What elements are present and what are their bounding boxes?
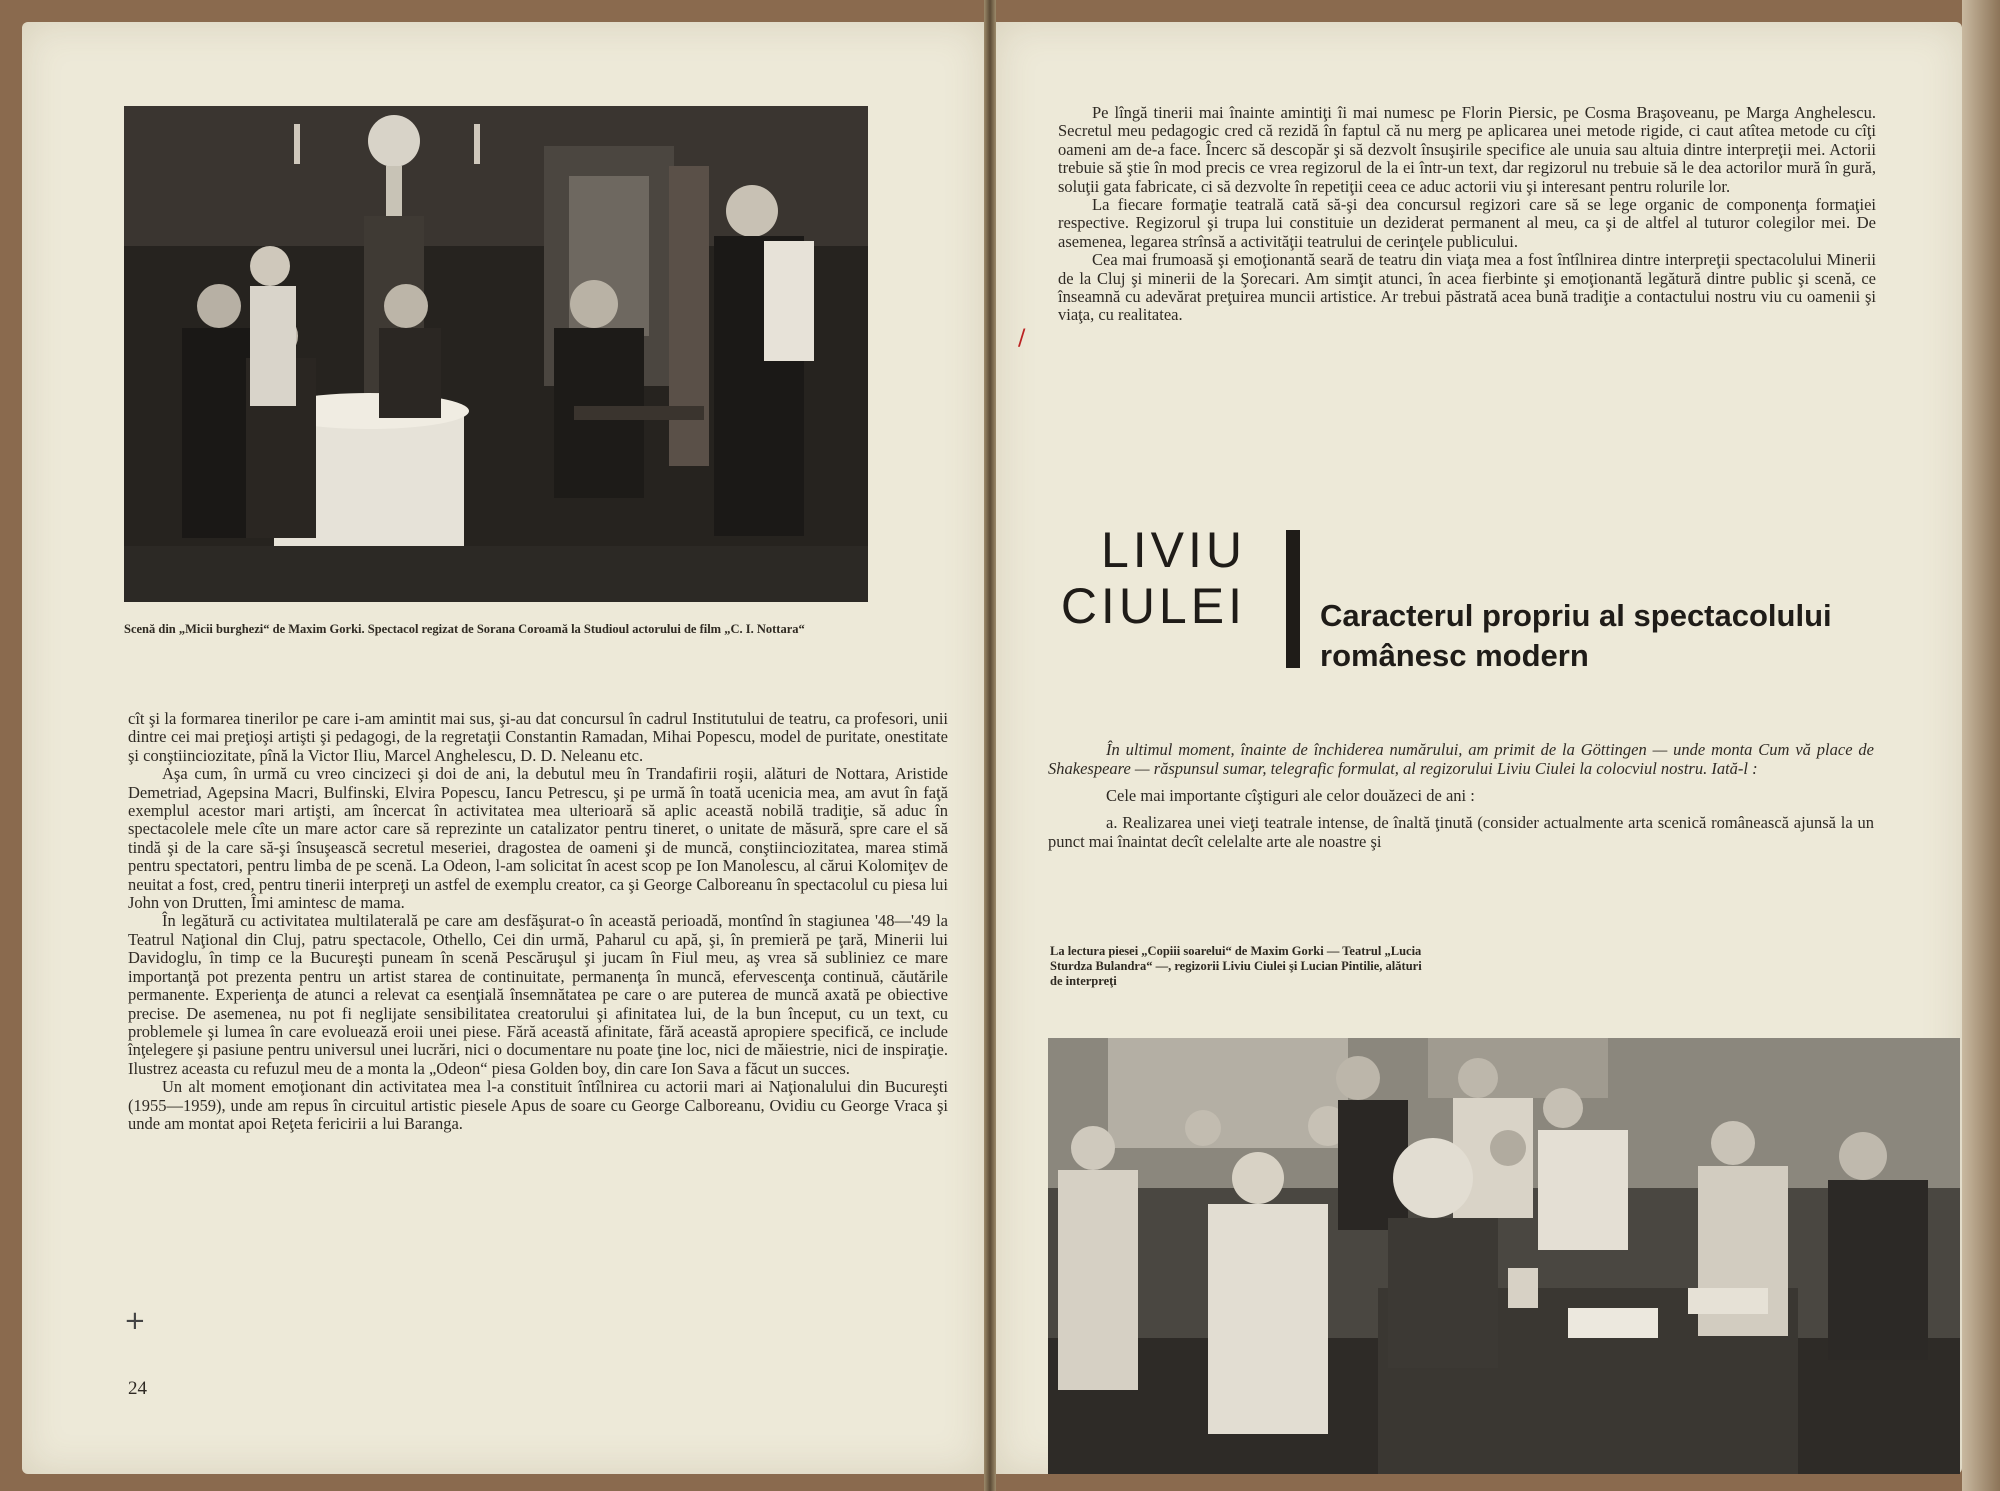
reading-photo-caption: La lectura piesei „Copiii soarelui“ de Maxim Gorki — Teatrul „Lucia Sturdza Bulandra“ —, regizorii Liviu Ciulei şi Lucian Pintilie, alături de interpreţi (1050, 944, 1422, 988)
intro-paragraph: Cele mai importante cîştiguri ale celor douăzeci de ani : (1106, 786, 1475, 805)
author-first-name: LIVIU (1100, 522, 1246, 578)
book-edge (1962, 0, 2000, 1491)
article-headline: Caracterul propriu al spectacolului românesc modern (1320, 598, 1832, 673)
book-spine (984, 0, 996, 1491)
title-divider (1286, 530, 1300, 668)
left-paragraph: cît şi la formarea tinerilor pe care i-am amintit mai sus, şi-au dat concursul în cadrul Institutului de teatru, ca profesori, unii dintre cei mai preţioşi artişti şi pedagogi, de la regretaţii Constantin Ramadan, Mihai Popescu, model de puritate, onestitate şi conştiinciozitate, pînă la Victor Iliu, Marcel Anghelescu, D. D. Neleanu etc. (128, 709, 948, 765)
intro-paragraph: a. Realizarea unei vieţi teatrale intense, de înaltă ţinută (consider actualmente arta scenică românească ajunsă la un punct mai înaintat decît celelalte arte ale noastre şi (1048, 813, 1874, 851)
left-paragraph: Un alt moment emoţionant din activitatea mea l-a constituit întîlnirea cu actorii mari ai Naţionalului din Bucureşti (1955—1959), unde am repus în circuitul artistic piesele Apus de soare cu George Calboreanu, Ovidiu cu George Vraca şi unde am montat apoi Reţeta fericirii a lui Baranga. (128, 1077, 948, 1133)
stage-photo-caption: Scenă din „Micii burghezi“ de Maxim Gorki. Spectacol regizat de Sorana Coroamă la Studioul actorului de film „C. I. Nottara“ (124, 622, 805, 636)
right-paragraph: La fiecare formaţie teatrală cată să-şi dea concursul regizori care să se lege organic de componenţa formaţiei respective. Regizorul şi trupa lui constituie un deziderat permanent al meu, ca şi de altfel al tuturor colegilor mei. De asemenea, legarea strînsă a activităţii teatrului de cerinţele publicului. (1058, 195, 1876, 251)
reading-session-photo (1048, 1038, 1960, 1474)
left-body-text (128, 710, 948, 1133)
margin-cross-mark: + (124, 1306, 146, 1336)
article-intro (1048, 740, 1874, 859)
intro-italic-paragraph: În ultimul moment, înainte de închiderea numărului, am primit de la Göttingen — unde monta Cum vă place de Shakespeare — răspunsul sumar, telegrafic formulat, al regizorului Liviu Ciulei la colocviul nostru. Iată-l : (1048, 740, 1874, 778)
margin-check-mark: / (1018, 326, 1026, 351)
left-paragraph: Aşa cum, în urmă cu vreo cincizeci şi doi de ani, la debutul meu în Trandafirii roşii, alături de Nottara, Aristide Demetriad, Agepsina Macri, Bulfinski, Elvira Popescu, Iancu Petrescu, şi pe urmă în toată ucenicia mea, am avut în faţă exemplul acestor mari artişti, am încercat în activitatea mea ulterioară să aplic această nobilă tradiţie, să aduc în spectacolele mele cîte un mare actor care să reprezinte un catalizator pentru tineret, o unitate de măsură, spre care el să tindă şi de la care să-şi însuşească secretul meseriei, dragostea de oameni şi de muncă, conştiinciozitatea, marea stimă pentru spectatori, pentru limba de pe scenă. La Odeon, l-am solicitat în acest scop pe Ion Manolescu, al cărui Kolomiţev de neuitat a fost, cred, pentru tinerii interpreţi un astfel de exemplu creator, ca şi George Calboreanu în spectacolul cu piesa lui John von Drutten, Îmi amintesc de mama. (128, 764, 948, 913)
page-number: 24 (128, 1378, 147, 1399)
author-last-name: CIULEI (1060, 578, 1246, 634)
right-body-text (1058, 104, 1876, 325)
author-name (1040, 522, 1246, 634)
stage-scene-photo (124, 106, 868, 602)
right-paragraph: Pe lîngă tinerii mai înainte amintiţi îi mai numesc pe Florin Piersic, pe Cosma Braşoveanu, pe Marga Anghelescu. Secretul meu pedagogic cred că rezidă în faptul că nu merg pe aplicarea unei metode rigide, ci caut atîtea metode cu cîţi oameni am de-a face. Încerc să descopăr şi să dezvolt însuşirile specifice ale unuia sau altuia dintre interpreţii mei. Actorii trebuie să ştie în mod precis ce vrea regizorul de la ei într-un text, dar regizorul nu trebuie să le dea actorilor mură în gură, soluţii gata fabricate, ci să dezvolte în repetiţii ceea ce aduc actorii viu şi interesant pentru rolurile lor. (1058, 103, 1876, 196)
right-paragraph: Cea mai frumoasă şi emoţionantă seară de teatru din viaţa mea a fost întîlnirea dintre interpreţii spectacolului Minerii de la Cluj şi minerii de la Şorecari. Am simţit atunci, în acea fierbinte şi emoţionantă legătură dintre public şi scenă, ce înseamnă cu adevărat preţuirea muncii artistice. Ar trebui păstrată acea bună tradiţie a contactului nostru viu cu oamenii şi viaţa, cu realitatea. (1058, 250, 1876, 325)
left-paragraph: În legătură cu activitatea multilaterală pe care am desfăşurat-o în această perioadă, montînd în stagiunea '48—'49 la Teatrul Naţional din Cluj, patru spectacole, Othello, Cei din urmă, Paharul cu apă, şi, în premieră pe ţară, Minerii lui Davidoglu, în timp ce la Bucureşti puneam în scenă Pescăruşul şi jucam în Fiul meu, aş vrea să subliniez ce mare importanţă pot prezenta pentru un artist starea de continuitate, permanenţa în muncă, efervescenţa continuă, căutările permanente. Experienţa de atunci a relevat ca esenţială însemnătatea pe care o are puterea de muncă axată pe obiective precise. De asemenea, nu pot fi neglijate sensibilitatea creatorului şi afinitatea lui, de la bun început, cu un text, cu problemele şi lumea în care evoluează eroii unei piese. Fără această afinitate, fără această apropiere specifică, ce include înţelegere şi pasiune pentru universul unei lucrări, nici o documentare nu poate ţine loc, nici de măiestrie, nici de inspiraţie. Ilustrez aceasta cu refuzul meu de a monta la „Odeon“ piesa Golden boy, din care Ion Sava a făcut un succes. (128, 911, 948, 1078)
